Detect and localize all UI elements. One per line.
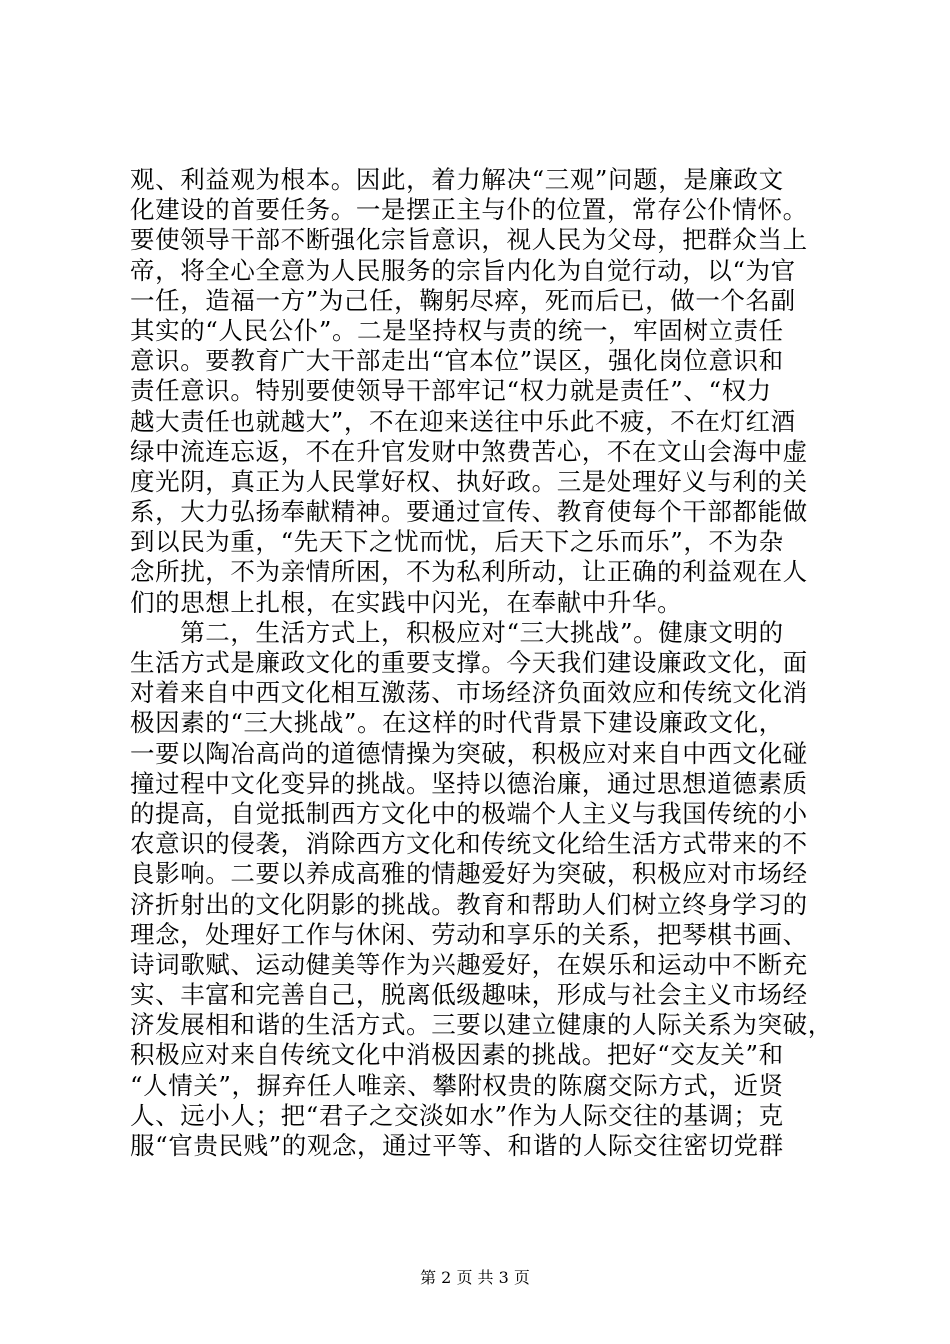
text-line: 第二，生活方式上，积极应对“三大挑战”。健康文明的	[130, 617, 784, 647]
text-line: “人情关”，摒弃任人唯亲、攀附权贵的陈腐交际方式，近贤	[130, 1070, 784, 1100]
text-line: 帝，将全心全意为人民服务的宗旨内化为自觉行动，以“为官	[130, 255, 796, 285]
text-line: 们的思想上扎根，在实践中闪光，在奉献中升华。	[130, 587, 683, 617]
body-text	[130, 165, 870, 1161]
text-line: 诗词歌赋、运动健美等作为兴趣爱好，在娱乐和运动中不断充	[130, 949, 808, 979]
text-line: 系，大力弘扬奉献精神。要通过宣传、教育使每个干部都能做	[130, 497, 808, 527]
text-line: 责任意识。特别要使领导干部牢记“权力就是责任”、“权力	[130, 376, 772, 406]
text-line: 积极应对来自传统文化中消极因素的挑战。把好“交友关”和	[130, 1040, 784, 1070]
text-line: 越大责任也就越大”，不在迎来送往中乐此不疲，不在灯红酒	[130, 406, 796, 436]
text-line: 要使领导干部不断强化宗旨意识，视人民为父母，把群众当上	[130, 225, 808, 255]
text-line: 其实的“人民公仆”。二是坚持权与责的统一，牢固树立责任	[130, 315, 784, 345]
page-footer: 第 2 页 共 3 页	[420, 1268, 530, 1287]
text-line: 人、远小人；把“君子之交淡如水”作为人际交往的基调；克	[130, 1100, 784, 1130]
text-line: 对着来自中西文化相互激荡、市场经济负面效应和传统文化消	[130, 678, 808, 708]
text-line: 理念，处理好工作与休闲、劳动和享乐的关系，把琴棋书画、	[130, 919, 808, 949]
text-line: 一要以陶冶高尚的道德情操为突破，积极应对来自中西文化碰	[130, 738, 808, 768]
text-line: 撞过程中文化变异的挑战。坚持以德治廉，通过思想道德素质	[130, 768, 808, 798]
text-line: 良影响。二要以养成高雅的情趣爱好为突破，积极应对市场经	[130, 859, 808, 889]
text-line: 极因素的“三大挑战”。在这样的时代背景下建设廉政文化，	[130, 708, 784, 738]
text-line: 观、利益观为根本。因此，着力解决“三观”问题，是廉政文	[130, 165, 784, 194]
text-line: 一任，造福一方”为己任，鞠躬尽瘁，死而后已，做一个名副	[130, 285, 796, 315]
text-line: 生活方式是廉政文化的重要支撑。今天我们建设廉政文化，面	[130, 648, 808, 677]
text-line: 意识。要教育广大干部走出“官本位”误区，强化岗位意识和	[130, 346, 784, 376]
text-line: 实、丰富和完善自己，脱离低级趣味，形成与社会主义市场经	[130, 980, 808, 1010]
text-line: 的提高，自觉抵制西方文化中的极端个人主义与我国传统的小	[130, 798, 808, 828]
text-line: 化建设的首要任务。一是摆正主与仆的位置，常存公仆情怀。	[130, 195, 808, 225]
text-line: 到以民为重，“先天下之忧而忧，后天下之乐而乐”，不为杂	[130, 527, 784, 557]
text-line: 济折射出的文化阴影的挑战。教育和帮助人们树立终身学习的	[130, 889, 808, 919]
text-line: 绿中流连忘返，不在升官发财中煞费苦心，不在文山会海中虚	[130, 436, 808, 466]
text-line: 念所扰，不为亲情所困，不为私利所动，让正确的利益观在人	[130, 557, 808, 587]
text-line: 度光阴，真正为人民掌好权、执好政。三是处理好义与利的关	[130, 466, 808, 496]
text-line: 济发展相和谐的生活方式。三要以建立健康的人际关系为突破，	[130, 1010, 833, 1040]
text-line: 服“官贵民贱”的观念，通过平等、和谐的人际交往密切党群	[130, 1131, 784, 1160]
text-line: 农意识的侵袭，消除西方文化和传统文化给生活方式带来的不	[130, 829, 808, 859]
